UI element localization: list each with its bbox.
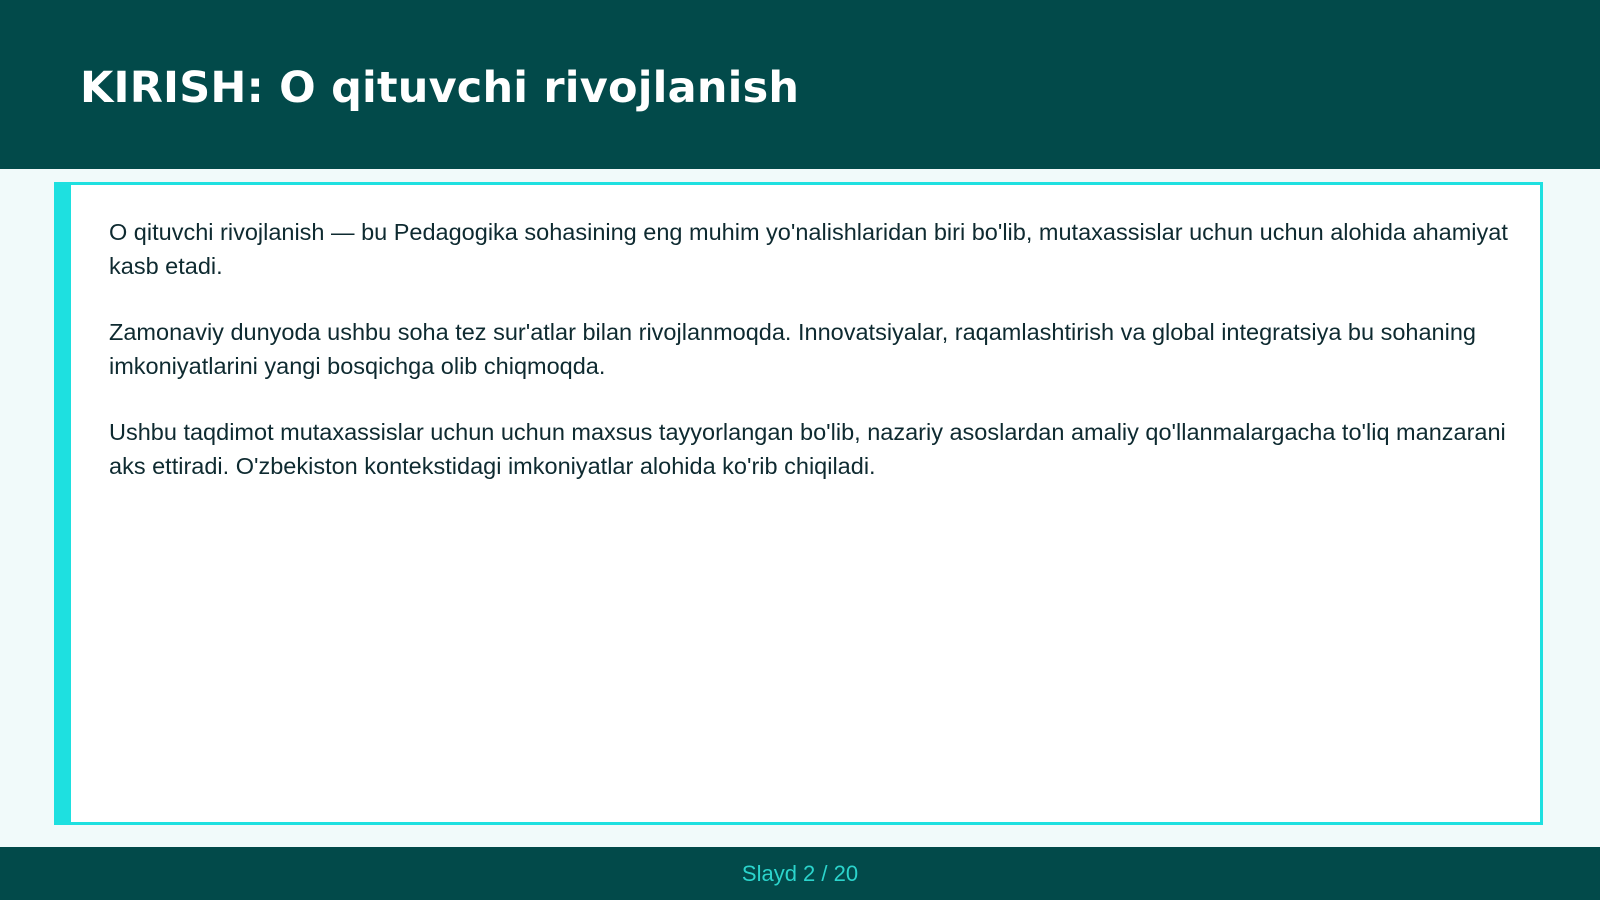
paragraph-2: Zamonaviy dunyoda ushbu soha tez sur'atlar bilan rivojlanmoqda. Innovatsiyalar, raqamlashtirish va global integratsiya bu sohaning imkoniyatlarini yangi bosqichga olib chiqmoqda. — [109, 319, 1476, 379]
paragraph-1: O qituvchi rivojlanish — bu Pedagogika sohasining eng muhim yo'nalishlaridan biri bo'lib, mutaxassislar uchun uchun alohida ahamiyat kasb etadi. — [109, 219, 1508, 279]
slide-header — [0, 0, 1600, 169]
paragraph-3: Ushbu taqdimot mutaxassislar uchun uchun maxsus tayyorlangan bo'lib, nazariy asoslardan amaliy qo'llanmalargacha to'liq manzarani aks ettiradi. O'zbekiston kontekstidagi imkoniyatlar alohida ko'rib chiqiladi. — [109, 419, 1506, 479]
slide-title: KIRISH: O qituvchi rivojlanish — [80, 63, 800, 113]
slide-footer — [0, 847, 1600, 900]
slide-counter: Slayd 2 / 20 — [741, 861, 859, 886]
content-body — [109, 215, 1509, 515]
content-panel — [54, 182, 1543, 825]
